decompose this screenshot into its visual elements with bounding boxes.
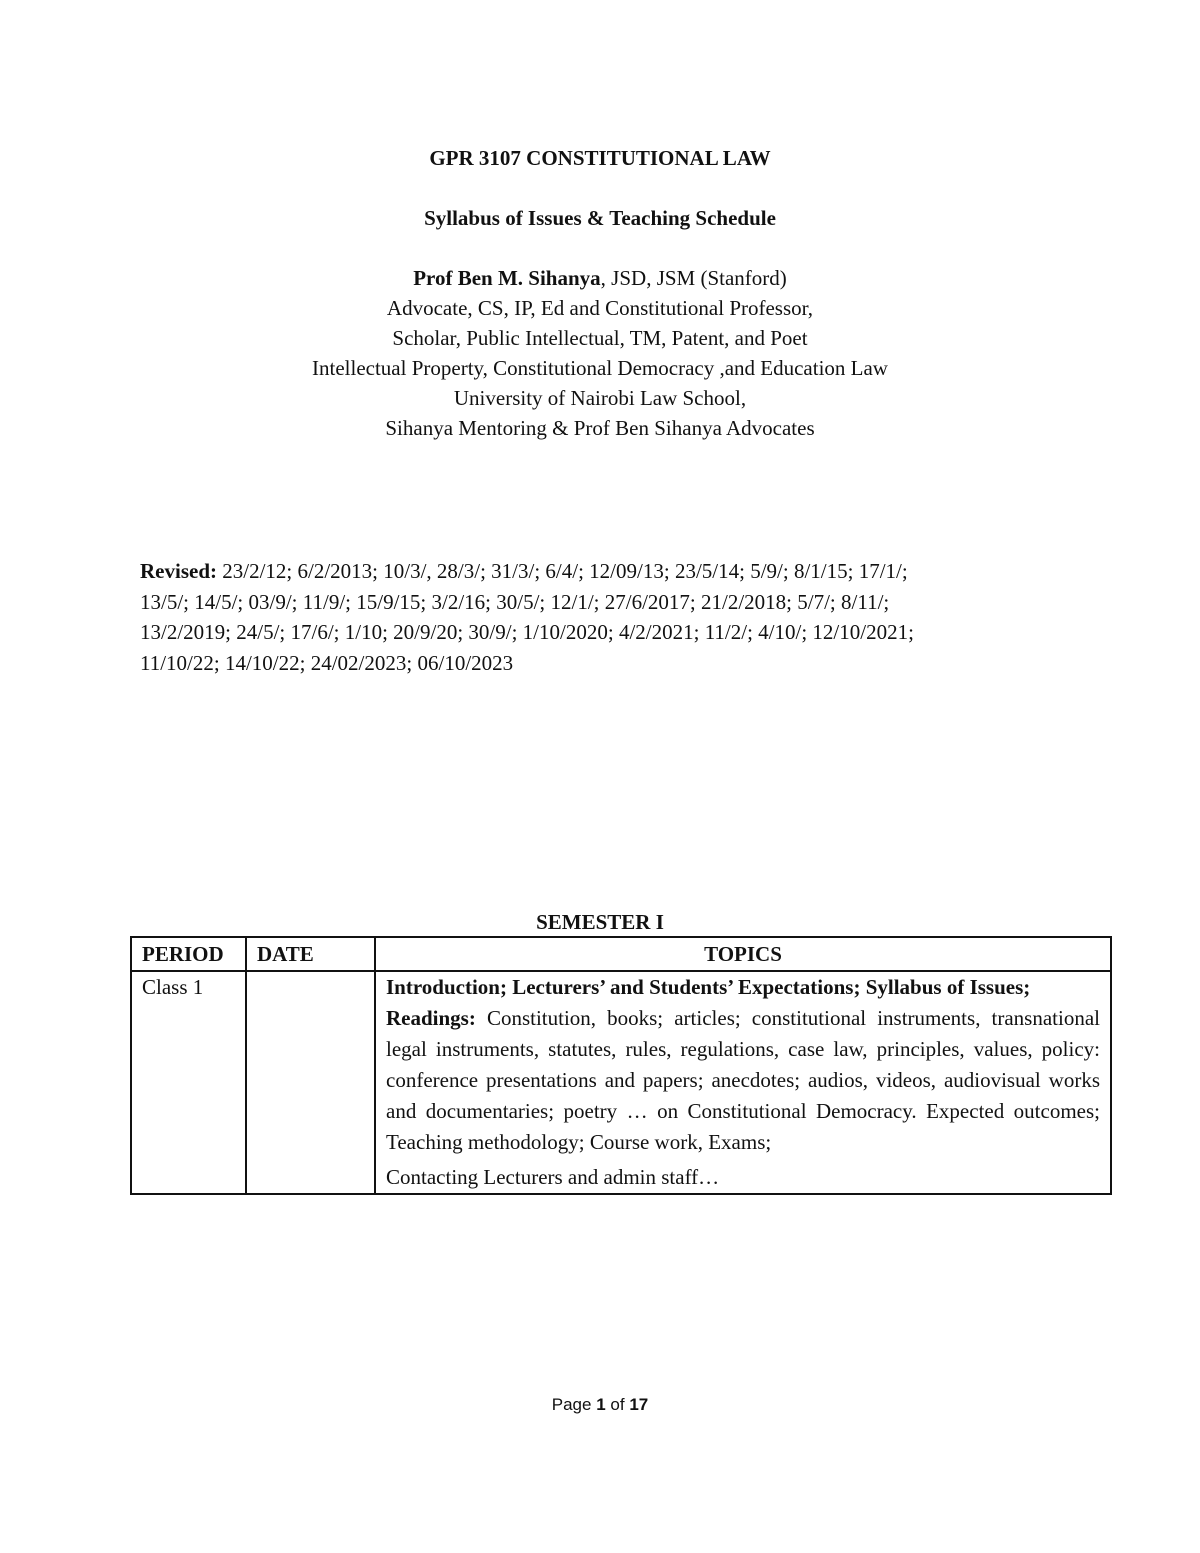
revised-label: Revised: bbox=[140, 559, 217, 583]
revision-line: 11/10/22; 14/10/22; 24/02/2023; 06/10/2023 bbox=[140, 650, 514, 675]
table-header-row bbox=[131, 937, 1111, 971]
author-line: Intellectual Property, Constitutional Democracy ,and Education Law bbox=[312, 356, 888, 380]
author-line: Advocate, CS, IP, Ed and Constitutional Professor, bbox=[386, 296, 814, 320]
schedule-table bbox=[130, 936, 1112, 1195]
topics-cell bbox=[375, 971, 1111, 1194]
author-line: Sihanya Mentoring & Prof Ben Sihanya Advocates bbox=[385, 416, 815, 440]
readings-paragraph bbox=[386, 1003, 1100, 1158]
document-subtitle: Syllabus of Issues & Teaching Schedule bbox=[424, 206, 776, 230]
footer-page-word: Page bbox=[551, 1395, 592, 1414]
author-line: University of Nairobi Law School, bbox=[453, 386, 747, 410]
revision-line: 13/2/2019; 24/5/; 17/6/; 1/10; 20/9/20; 30/9/; 1/10/2020; 4/2/2021; 11/2/; 4/10/; 12/10/2021; bbox=[140, 620, 914, 644]
date-cell bbox=[246, 971, 375, 1194]
table-row bbox=[131, 971, 1111, 1194]
author-line: Scholar, Public Intellectual, TM, Patent, and Poet bbox=[392, 326, 808, 350]
author-name: Prof Ben M. Sihanya bbox=[413, 266, 601, 290]
column-header-period: PERIOD bbox=[131, 937, 246, 971]
revision-dates: 23/2/12; 6/2/2013; 10/3/, 28/3/; 31/3/; 6/4/; 12/09/13; 23/5/14; 5/9/; 8/1/15; 17/1/; bbox=[217, 559, 908, 583]
footer-total-pages: 17 bbox=[629, 1395, 649, 1414]
semester-heading: SEMESTER I bbox=[536, 910, 664, 934]
contacting-text: Contacting Lecturers and admin staff… bbox=[386, 1165, 720, 1189]
footer-page-number: 1 bbox=[596, 1395, 606, 1414]
readings-label: Readings: bbox=[386, 1006, 476, 1030]
document-title: GPR 3107 CONSTITUTIONAL LAW bbox=[429, 146, 771, 170]
readings-text: Constitution, books; articles; constitutional instruments, transnational legal instruments, statutes, rules, regulations, case law, principles, values, policy: conference presentations and papers; anecdotes; audios, videos, audiovisual works and documentaries; poetry … on Constitutional Democracy. Expected outcomes; Teaching methodology; Course work, Exams; bbox=[386, 1006, 1100, 1154]
footer-of-word: of bbox=[610, 1395, 625, 1414]
column-header-topics: TOPICS bbox=[375, 937, 1111, 971]
page-footer bbox=[0, 1395, 1200, 1415]
column-header-date: DATE bbox=[246, 937, 375, 971]
revision-line: 13/5/; 14/5/; 03/9/; 11/9/; 15/9/15; 3/2/16; 30/5/; 12/1/; 27/6/2017; 21/2/2018; 5/7/; 8/11/; bbox=[140, 589, 890, 614]
author-credentials: , JSD, JSM (Stanford) bbox=[600, 266, 787, 290]
author-block bbox=[0, 263, 1200, 443]
period-cell: Class 1 bbox=[131, 971, 246, 1194]
topic-intro: Introduction; Lecturers’ and Students’ Expectations; Syllabus of Issues; bbox=[386, 975, 1031, 999]
revision-line bbox=[140, 556, 1060, 587]
author-name-line bbox=[0, 263, 1200, 293]
revision-history bbox=[140, 556, 1060, 678]
